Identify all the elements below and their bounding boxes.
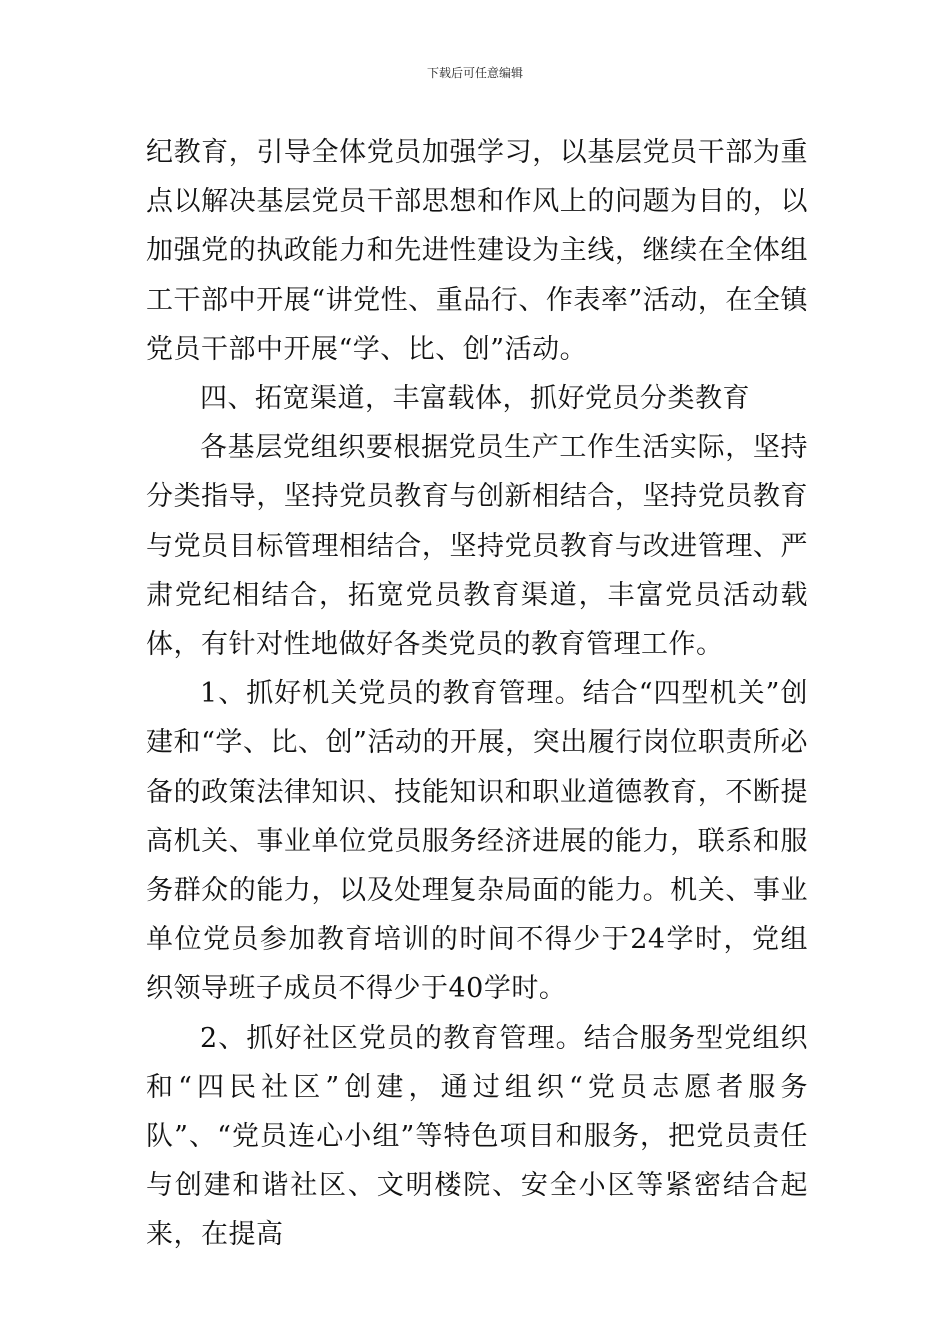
section-heading-four: 四、拓宽渠道，丰富载体，抓好党员分类教育 [200,383,750,415]
paragraph-item-1-agency-members: 1、抓好机关党员的教育管理。结合“四型机关”创建和“学、比、创”活动的开展，突出履行岗位职责所必备的政策法律知识、技能知识和职业道德教育，不断提高机关、事业单位党员服务经济进展的能力，联系和服务群众的能力，以及处理复杂局面的能力。机关、事业单位党员参加教育培训的时间不得少于24学时，党组织领导班子成员不得少于40学时。 [146,678,808,1005]
paragraph-item-2-community-members: 2、抓好社区党员的教育管理。结合服务型党组织和“四民社区”创建，通过组织“党员志愿者服务队”、“党员连心小组”等特色项目和服务，把党员责任与创建和谐社区、文明楼院、安全小区等紧密结合起来，在提高 [146,1022,808,1251]
paragraph-continuation: 纪教育，引导全体党员加强学习，以基层党员干部为重点以解决基层党员干部思想和作风上的问题为目的，以加强党的执政能力和先进性建设为主线，继续在全体组工干部中开展“讲党性、重品行、作表率”活动，在全镇党员干部中开展“学、比、创”活动。 [146,137,808,365]
paragraph-classification-guidance: 各基层党组织要根据党员生产工作生活实际，坚持分类指导，坚持党员教育与创新相结合，坚持党员教育与党员目标管理相结合，坚持党员教育与改进管理、严肃党纪相结合，拓宽党员教育渠道，丰富党员活动载体，有针对性地做好各类党员的教育管理工作。 [146,432,808,661]
page-header-note: 下载后可任意编辑 [426,66,523,80]
document-body [146,128,808,1260]
